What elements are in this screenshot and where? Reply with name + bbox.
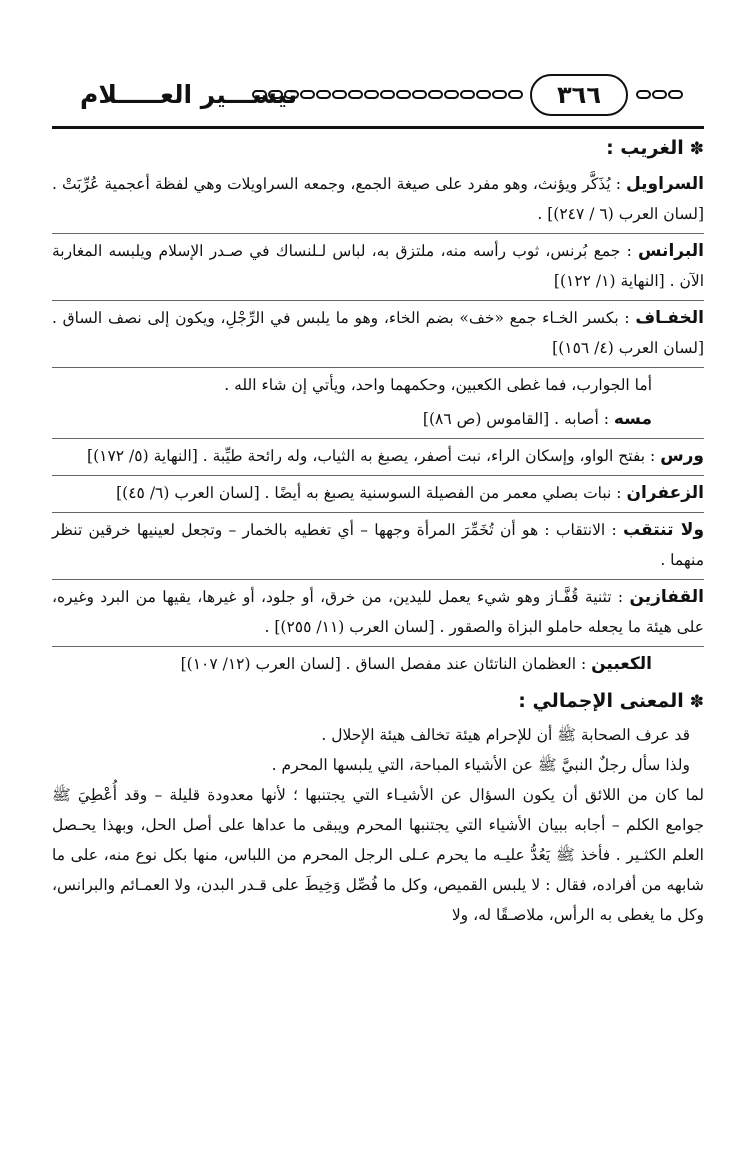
page-number-frame	[530, 74, 628, 116]
glossary-entry	[52, 301, 704, 368]
section-heading-gharib: ✽الغريب :	[606, 137, 704, 159]
glossary-entry	[52, 402, 704, 439]
page-content	[52, 130, 704, 930]
glossary-term: مسه	[613, 409, 652, 429]
glossary-entry	[52, 234, 704, 301]
glossary-term: ولا تنتقب	[623, 520, 705, 540]
glossary-term: القفازين	[629, 587, 704, 607]
glossary-term: الكعبين	[591, 654, 652, 674]
glossary-definition: : الانتقاب : هو أن تُخَمِّرَ المرأة وجهها – أي تغطيه بالخمار – وتجعل لعينيها خرقين تنظر منهما .	[52, 521, 704, 569]
asterisk-icon: ✽	[689, 692, 704, 712]
asterisk-icon: ✽	[689, 139, 704, 159]
running-header	[66, 70, 698, 122]
glossary-term: الزعفران	[626, 483, 704, 503]
ornament-chain-left	[252, 90, 523, 104]
meaning-line: قد عرف الصحابة ﷺ أن للإحرام هيئة تخالف هيئة الإحلال .	[321, 726, 690, 744]
glossary-definition: : يُذَكَّر ويؤنث، وهو مفرد على صيغة الجمع، وجمعه السراويلات وهي لفظة أعجمية عُرِّبَتْ . [لسان العرب (٦ / ٢٤٧)] .	[52, 175, 704, 223]
glossary-definition: : تثنية قُفَّـاز وهو شيء يعمل لليدين، من خرق، أو جلود، أو غيرها، يقيها من البرد وغيره، على هيئة ما يجعله حاملو البزاة والصقور . [لسان العرب (١١/ ٢٥٥)] .	[52, 588, 704, 636]
glossary-entry	[52, 647, 704, 683]
section-heading-meaning: ✽المعنى الإجمالي :	[518, 690, 704, 712]
book-title: تيســـير العـــــلام	[80, 80, 298, 109]
glossary-term: ورس	[660, 446, 704, 466]
glossary-term: السراويل	[625, 174, 704, 194]
glossary-entry	[52, 476, 704, 513]
glossary-term: الخفـاف	[635, 308, 704, 328]
glossary-definition: : العظمان الناتئان عند مفصل الساق . [لسان العرب (١٢/ ١٠٧)]	[180, 655, 592, 673]
meaning-line: ولذا سأل رجلٌ النبيَّ ﷺ عن الأشياء المباحة، التي يلبسها المحرم .	[271, 756, 690, 774]
meaning-paragraph: لما كان من اللائق أن يكون السؤال عن الأشيـاء التي يجتنبها ؛ لأنها معدودة قليلة – وقد أُعْطِيَ ﷺ جوامع الكلم – أجابه ببيان الأشياء التي يجتنبها المحرم ويبقى ما عداها على أصل الحل، وبهذا يحـصل العلم الكثـير . فأخذ ﷺ يَعُدُّ عليـه ما يحرم عـلى الرجل المحرم من اللباس، منها بكل نوع منه، على ما شابهه من أفراده، فقال : لا يلبس القميص، وكل ما فُصِّل وَخِيطَ على قـدر البدن، ولا العمـائم والبرانس، وكل ما يغطى به الرأس، ملاصـقًا له، ولا	[52, 786, 704, 924]
ornament-chain-right	[636, 90, 683, 104]
glossary-entry	[52, 513, 704, 580]
glossary-definition: : جمع بُرنس، ثوب رأسه منه، ملتزق به، لباس لـلنساك في صـدر الإسلام ويلبسه المغاربة الآن . [النهاية (١/ ١٢٢)]	[52, 242, 704, 290]
glossary-term: البرانس	[638, 241, 704, 261]
glossary-definition: : أصابه . [القاموس (ص ٨٦)]	[422, 410, 614, 428]
jawarib-note: أما الجوارب، فما غطى الكعبين، وحكمهما واحد، ويأتي إن شاء الله .	[224, 376, 652, 394]
glossary-entry	[52, 580, 704, 647]
glossary-definition: : بفتح الواو، وإسكان الراء، نبت أصفر، يصبغ به الثياب، وله رائحة طيِّبة . [النهاية (٥/ ١٧٢)]	[87, 447, 661, 465]
glossary-definition: : نبات بصلي معمر من الفصيلة السوسنية يصبغ به أيضًا . [لسان العرب (٦/ ٤٥)]	[116, 484, 627, 502]
glossary-entry	[52, 167, 704, 234]
glossary-entry	[52, 439, 704, 476]
header-rule	[52, 126, 704, 129]
page-number: ٣٦٦	[557, 81, 601, 109]
glossary-definition: : بكسر الخـاء جمع «خف» بضم الخاء، وهو ما يلبس في الرِّجْلِ، ويكون إلى نصف الساق . [لسان العرب (٤/ ١٥٦)]	[52, 309, 704, 357]
meaning-section	[52, 720, 704, 930]
